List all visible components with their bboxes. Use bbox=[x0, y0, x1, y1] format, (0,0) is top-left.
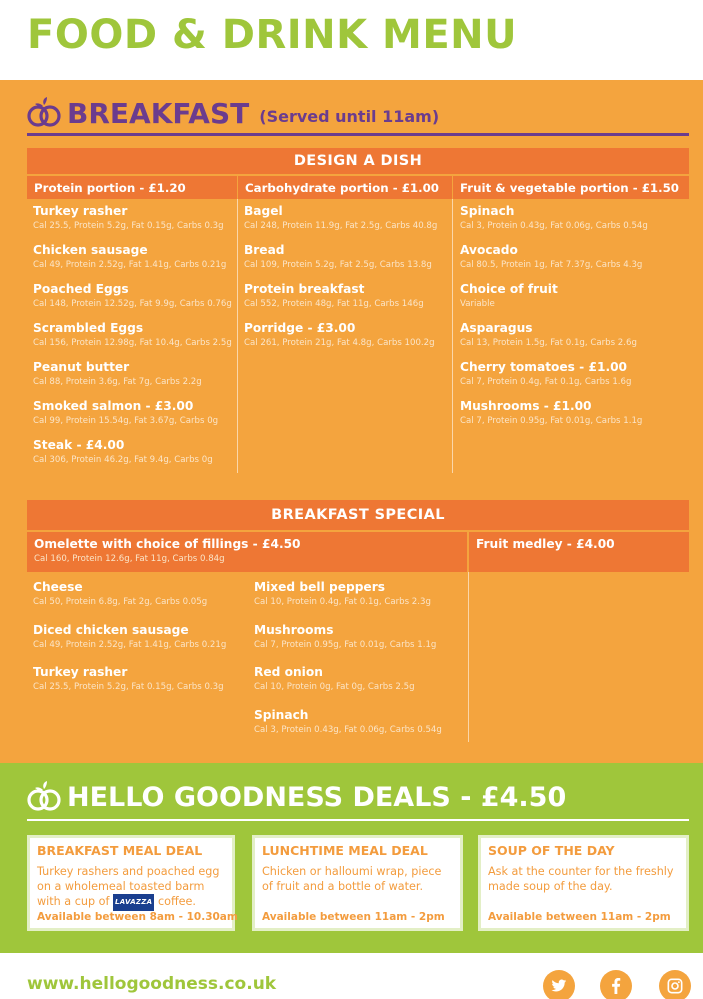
item-nutrition: Cal 49, Protein 2.52g, Fat 1.41g, Carbs 0.21g bbox=[33, 260, 227, 270]
item-nutrition: Variable bbox=[460, 299, 495, 309]
item-nutrition: Cal 7, Protein 0.95g, Fat 0.01g, Carbs 1.1g bbox=[254, 639, 437, 650]
list-item bbox=[244, 320, 437, 359]
item-nutrition: Cal 80.5, Protein 1g, Fat 7.37g, Carbs 4.3g bbox=[460, 260, 643, 270]
deal-description bbox=[37, 865, 225, 911]
deal-title: SOUP OF THE DAY bbox=[488, 843, 615, 858]
item-name: Chicken sausage bbox=[33, 243, 148, 257]
list-item bbox=[460, 281, 648, 320]
item-nutrition: Cal 10, Protein 0.4g, Fat 0.1g, Carbs 2.3g bbox=[254, 597, 431, 607]
fruit-veg-column-header: Fruit & vegetable portion - £1.50 bbox=[453, 176, 689, 199]
deals-title: HELLO GOODNESS DEALS - £4.50 bbox=[67, 781, 567, 813]
item-name: Turkey rasher bbox=[33, 204, 128, 218]
list-item bbox=[244, 242, 437, 281]
item-name: Asparagus bbox=[460, 321, 533, 335]
list-item bbox=[460, 203, 648, 242]
carbohydrate-column-header: Carbohydrate portion - £1.00 bbox=[238, 176, 452, 199]
twitter-icon[interactable] bbox=[543, 970, 575, 999]
deal-card-soup bbox=[478, 835, 689, 931]
item-name: Cherry tomatoes - £1.00 bbox=[460, 360, 628, 374]
item-nutrition: Cal 3, Protein 0.43g, Fat 0.06g, Carbs 0.54g bbox=[460, 221, 648, 231]
item-name: Mushrooms bbox=[254, 622, 334, 637]
item-name: Poached Eggs bbox=[33, 282, 129, 296]
divider bbox=[27, 819, 689, 821]
item-nutrition: Cal 49, Protein 2.52g, Fat 1.41g, Carbs 0.21g bbox=[33, 639, 227, 650]
item-nutrition: Cal 7, Protein 0.4g, Fat 0.1g, Carbs 1.6g bbox=[460, 377, 632, 387]
item-name: Scrambled Eggs bbox=[33, 321, 144, 335]
list-item bbox=[460, 398, 648, 437]
item-nutrition: Cal 248, Protein 11.9g, Fat 2.5g, Carbs 40.8g bbox=[244, 221, 438, 231]
item-nutrition: Cal 306, Protein 46.2g, Fat 9.4g, Carbs 0g bbox=[33, 455, 213, 465]
item-name: Cheese bbox=[33, 580, 83, 594]
facebook-icon[interactable] bbox=[600, 970, 632, 999]
deal-title: BREAKFAST MEAL DEAL bbox=[37, 843, 203, 858]
item-nutrition: Cal 25.5, Protein 5.2g, Fat 0.15g, Carbs 0.3g bbox=[33, 221, 224, 231]
list-item bbox=[33, 281, 232, 320]
carbohydrate-list bbox=[244, 203, 437, 359]
item-name: Steak - £4.00 bbox=[33, 438, 125, 452]
omelette-row bbox=[27, 532, 467, 572]
list-item bbox=[33, 320, 232, 359]
list-item bbox=[33, 203, 232, 242]
fruit-medley-name: Fruit medley - £4.00 bbox=[476, 537, 615, 551]
goodness-logo-icon bbox=[27, 96, 61, 130]
fillings-right-list bbox=[254, 579, 442, 749]
item-name: Mixed bell peppers bbox=[254, 580, 385, 594]
list-item bbox=[33, 398, 232, 437]
deal-availability: Available between 11am - 2pm bbox=[262, 911, 445, 923]
item-nutrition: Cal 88, Protein 3.6g, Fat 7g, Carbs 2.2g bbox=[33, 377, 202, 387]
list-item bbox=[33, 242, 232, 281]
item-nutrition: Cal 552, Protein 48g, Fat 11g, Carbs 146g bbox=[244, 299, 424, 309]
lavazza-logo: LAVAZZA bbox=[113, 894, 154, 911]
item-name: Mushrooms - £1.00 bbox=[460, 399, 592, 413]
item-name: Bread bbox=[244, 243, 285, 257]
deal-card-breakfast bbox=[27, 835, 238, 931]
divider bbox=[27, 133, 689, 136]
item-name: Porridge - £3.00 bbox=[244, 321, 356, 335]
item-nutrition: Cal 3, Protein 0.43g, Fat 0.06g, Carbs 0.54g bbox=[254, 724, 442, 735]
list-item bbox=[33, 664, 226, 707]
item-name: Red onion bbox=[254, 665, 323, 679]
list-item bbox=[244, 203, 437, 242]
list-item bbox=[460, 320, 648, 359]
list-item bbox=[460, 359, 648, 398]
deal-text: Turkey rashers and poached egg on a wholemeal toasted barm with a cup of bbox=[37, 865, 220, 908]
item-nutrition: Cal 7, Protein 0.95g, Fat 0.01g, Carbs 1.1g bbox=[460, 416, 643, 426]
item-nutrition: Cal 261, Protein 21g, Fat 4.8g, Carbs 100.2g bbox=[244, 338, 435, 348]
deal-text-end: coffee. bbox=[157, 895, 196, 908]
page-title: FOOD & DRINK MENU bbox=[27, 12, 518, 58]
list-item bbox=[33, 437, 232, 476]
item-name: Turkey rasher bbox=[33, 665, 128, 679]
fruit-veg-list bbox=[460, 203, 648, 437]
list-item bbox=[460, 242, 648, 281]
item-name: Spinach bbox=[254, 707, 309, 722]
list-item bbox=[33, 359, 232, 398]
breakfast-title: BREAKFAST bbox=[67, 96, 250, 130]
goodness-logo-icon bbox=[27, 780, 61, 814]
list-item bbox=[244, 281, 437, 320]
list-item bbox=[254, 664, 442, 707]
column-divider bbox=[237, 199, 238, 473]
website-link[interactable]: www.hellogoodness.co.uk bbox=[27, 974, 277, 994]
column-divider bbox=[468, 572, 469, 742]
item-nutrition: Cal 25.5, Protein 5.2g, Fat 0.15g, Carbs 0.3g bbox=[33, 682, 224, 692]
list-item bbox=[33, 579, 226, 622]
item-nutrition: Cal 13, Protein 1.5g, Fat 0.1g, Carbs 2.6g bbox=[460, 338, 637, 348]
fruit-medley-row bbox=[469, 532, 689, 572]
deals-heading bbox=[27, 776, 566, 818]
item-name: Smoked salmon - £3.00 bbox=[33, 399, 194, 413]
item-nutrition: Cal 50, Protein 6.8g, Fat 2g, Carbs 0.05g bbox=[33, 597, 208, 607]
protein-list bbox=[33, 203, 232, 476]
item-nutrition: Cal 99, Protein 15.54g, Fat 3.67g, Carbs 0g bbox=[33, 416, 219, 426]
breakfast-heading bbox=[27, 93, 439, 133]
breakfast-special-title: BREAKFAST SPECIAL bbox=[27, 500, 689, 530]
deal-card-lunchtime bbox=[252, 835, 463, 931]
item-nutrition: Cal 148, Protein 12.52g, Fat 9.9g, Carbs 0.76g bbox=[33, 299, 232, 309]
deal-description: Ask at the counter for the freshly made soup of the day. bbox=[488, 865, 674, 893]
list-item bbox=[254, 707, 442, 750]
item-name: Protein breakfast bbox=[244, 282, 365, 296]
item-name: Diced chicken sausage bbox=[33, 622, 189, 637]
item-name: Choice of fruit bbox=[460, 282, 558, 296]
deal-availability: Available between 8am - 10.30am bbox=[37, 911, 238, 923]
list-item bbox=[254, 579, 442, 622]
deal-availability: Available between 11am - 2pm bbox=[488, 911, 671, 923]
breakfast-subtitle: (Served until 11am) bbox=[259, 106, 440, 126]
fillings-left-list bbox=[33, 579, 226, 707]
list-item bbox=[254, 622, 442, 665]
item-name: Spinach bbox=[460, 204, 515, 218]
list-item bbox=[33, 622, 226, 665]
deal-title: LUNCHTIME MEAL DEAL bbox=[262, 843, 428, 858]
omelette-name: Omelette with choice of fillings - £4.50 bbox=[34, 537, 301, 551]
omelette-nutrition: Cal 160, Protein 12.6g, Fat 11g, Carbs 0.84g bbox=[34, 554, 225, 564]
design-a-dish-title: DESIGN A DISH bbox=[27, 148, 689, 174]
item-nutrition: Cal 10, Protein 0g, Fat 0g, Carbs 2.5g bbox=[254, 682, 415, 692]
item-nutrition: Cal 109, Protein 5.2g, Fat 2.5g, Carbs 13.8g bbox=[244, 260, 432, 270]
item-name: Bagel bbox=[244, 204, 283, 218]
protein-column-header: Protein portion - £1.20 bbox=[27, 176, 237, 199]
deal-description: Chicken or halloumi wrap, piece of fruit and a bottle of water. bbox=[262, 865, 442, 893]
column-divider bbox=[452, 199, 453, 473]
item-name: Avocado bbox=[460, 243, 518, 257]
instagram-icon[interactable] bbox=[659, 970, 691, 999]
item-name: Peanut butter bbox=[33, 360, 130, 374]
item-nutrition: Cal 156, Protein 12.98g, Fat 10.4g, Carbs 2.5g bbox=[33, 338, 232, 348]
